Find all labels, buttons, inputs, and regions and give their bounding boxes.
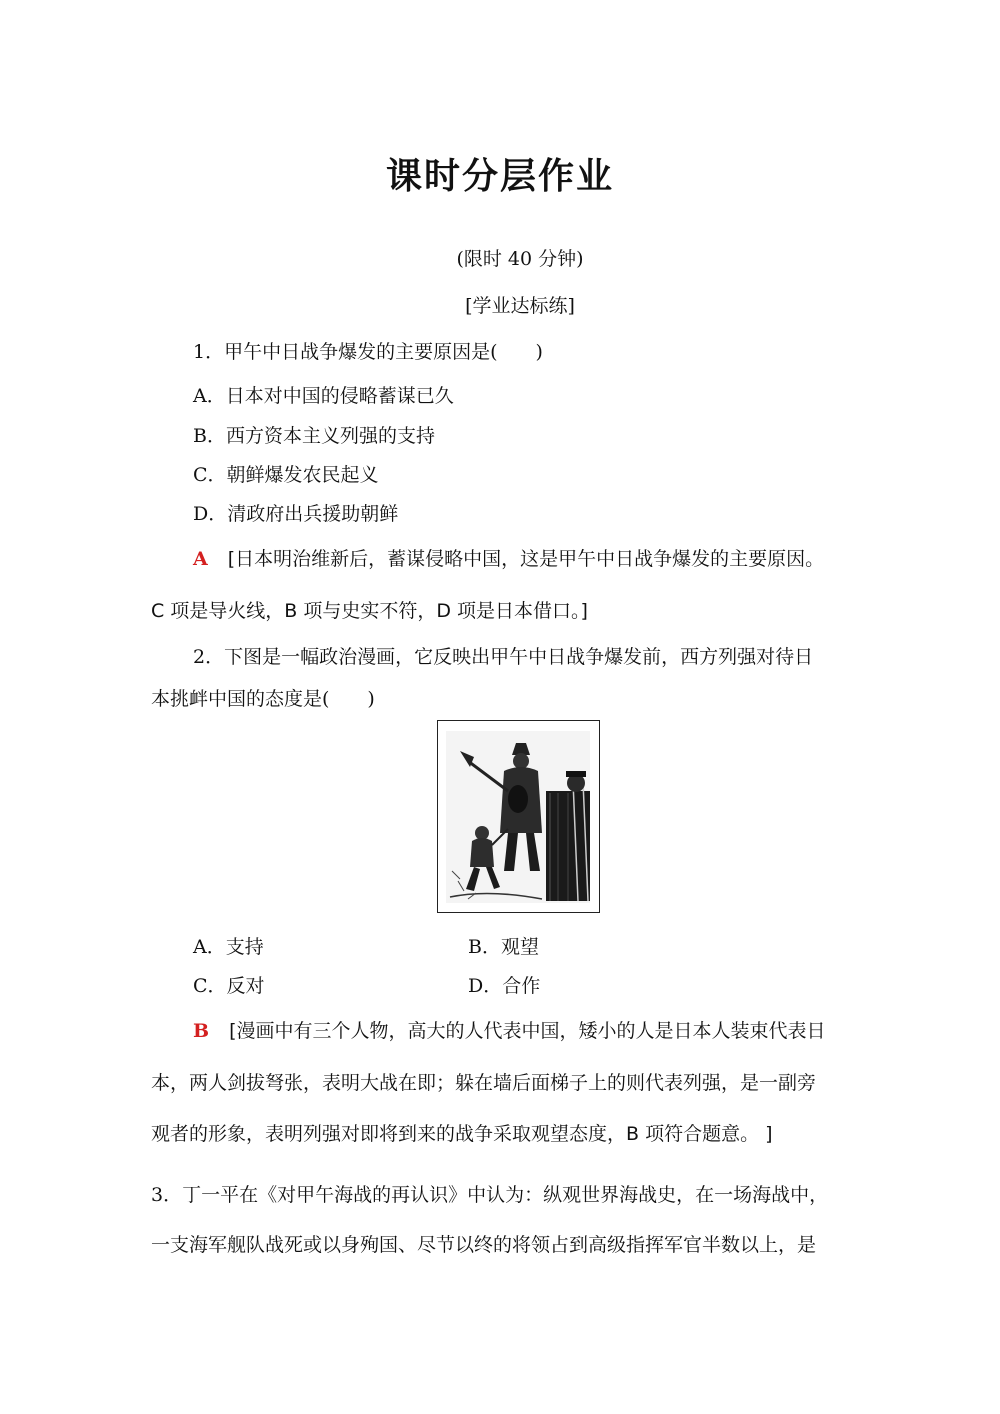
page-title: 课时分层作业 [385,156,614,197]
q3-line2: 一支海军舰队战死或以身殉国、尽节以终的将领占到高级指挥军官半数以上，是 [151,1234,817,1256]
q1-option-d: D．清政府出兵援助朝鲜 [193,503,399,525]
q1-answer-letter: A [193,548,208,570]
q2-option-b: B．观望 [468,936,539,958]
q1-explanation-line1: [日本明治维新后，蓄谋侵略中国，这是甲午中日战争爆发的主要原因。 [227,548,825,570]
q1-stem: 1．甲午中日战争爆发的主要原因是( ) [193,341,543,363]
q1-explanation-line2: C 项是导火线，B 项与史实不符，D 项是日本借口。] [151,600,588,622]
section-heading: [学业达标练] [465,295,575,317]
q2-explanation-line2: 本，两人剑拔弩张，表明大战在即；躲在墙后面梯子上的则代表列强，是一副旁 [151,1072,817,1094]
q2-stem-line1: 2．下图是一幅政治漫画，它反映出甲午中日战争爆发前，西方列强对待日 [193,646,814,668]
q2-answer-letter: B [193,1020,210,1042]
q3-line1: 3．丁一平在《对甲午海战的再认识》中认为：纵观世界海战史，在一场海战中， [151,1184,829,1206]
q1-option-a: A．日本对中国的侵略蓄谋已久 [193,385,454,407]
time-limit: (限时 40 分钟) [456,248,584,270]
q2-explanation-line1: [漫画中有三个人物，高大的人代表中国，矮小的人是日本人装束代表日 [229,1020,826,1042]
q2-stem-line2: 本挑衅中国的态度是( ) [151,688,375,710]
q2-explanation-line3: 观者的形象，表明列强对即将到来的战争采取观望态度，B 项符合题意。 ] [151,1123,773,1145]
q2-option-d: D．合作 [468,975,541,997]
q1-option-b: B．西方资本主义列强的支持 [193,425,435,447]
q1-option-c: C．朝鲜爆发农民起义 [193,464,379,486]
political-cartoon-image [437,720,600,913]
q1-answer [193,544,824,571]
q2-option-c: C．反对 [193,975,265,997]
q2-option-a: A．支持 [193,936,264,958]
q2-answer [193,1016,825,1043]
